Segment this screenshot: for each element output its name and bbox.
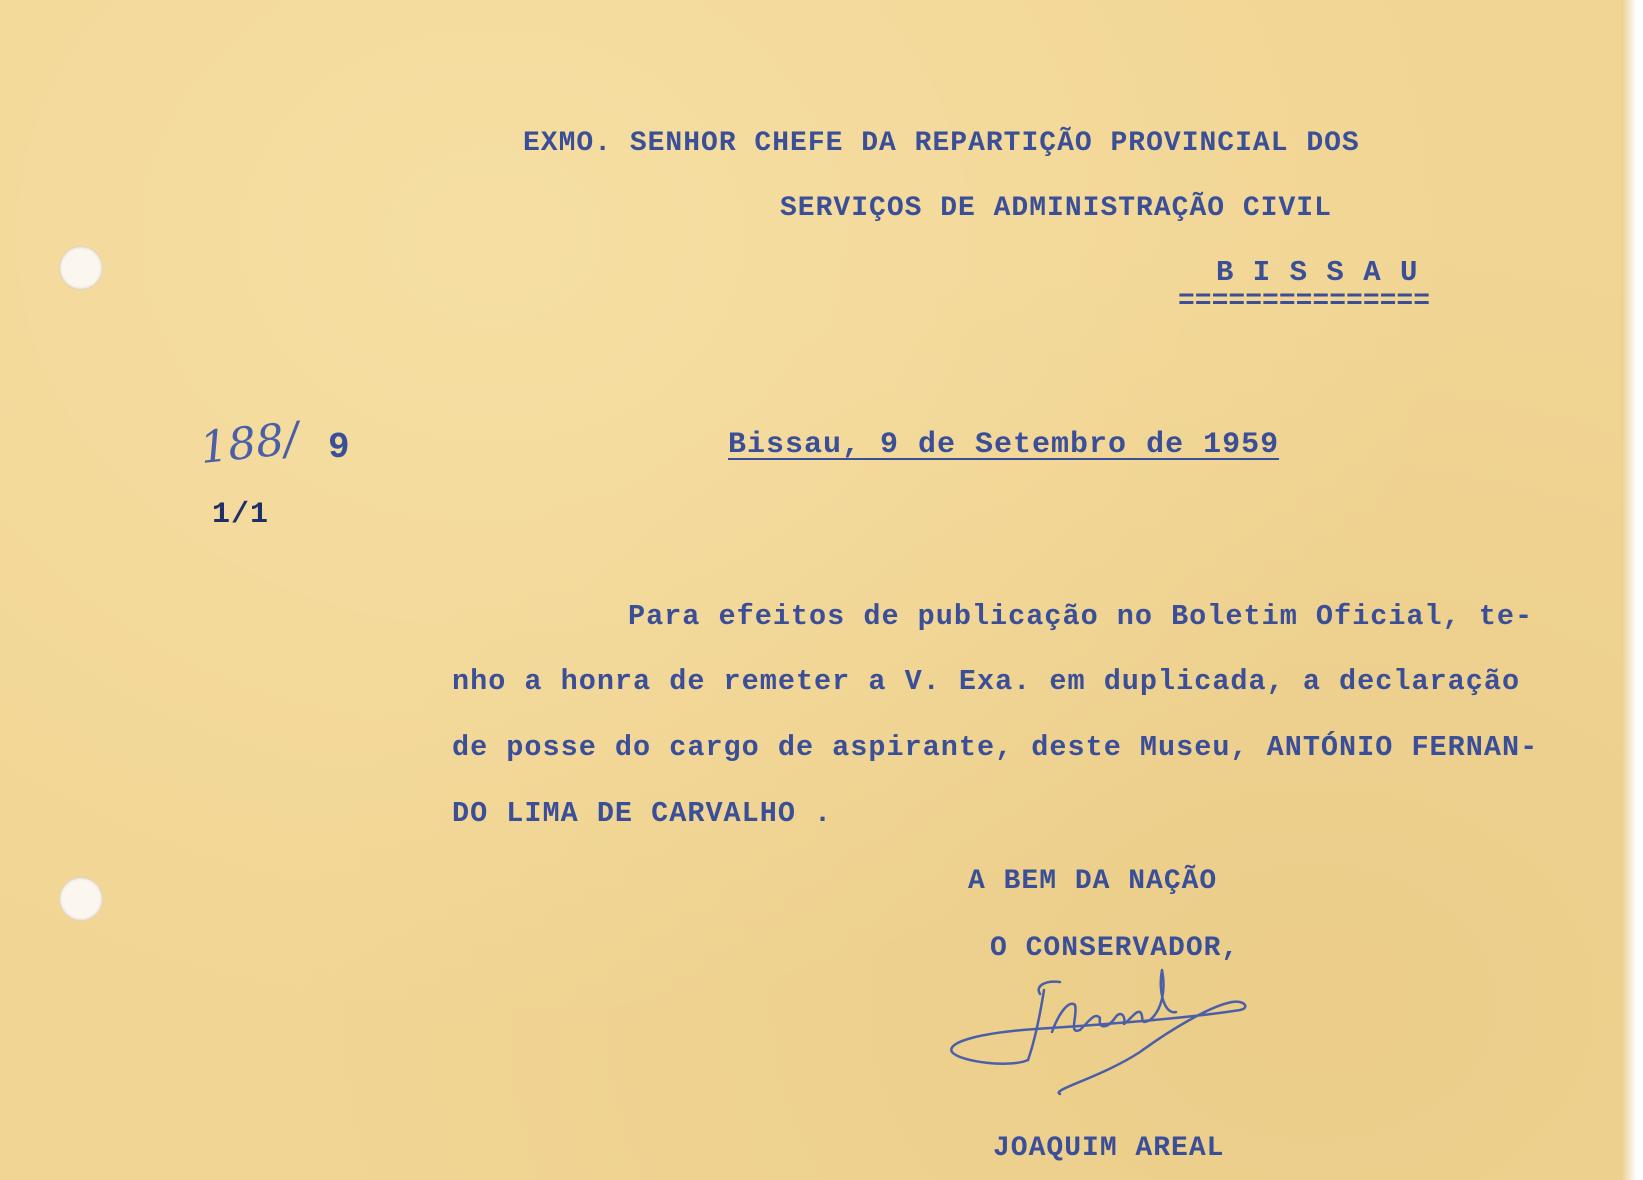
punch-hole-bottom [59, 877, 103, 921]
punch-hole-top [59, 246, 103, 290]
handwritten-reference-number: 188/ [197, 412, 302, 475]
body-line-4: DO LIMA DE CARVALHO . [452, 797, 833, 830]
body-line-3: de posse do cargo de aspirante, deste Museu, ANTÓNIO FERNAN- [452, 731, 1539, 764]
body-line-2: nho a honra de remeter a V. Exa. em duplicada, a declaração [452, 665, 1521, 698]
addressee-line-1: EXMO. SENHOR CHEFE DA REPARTIÇÃO PROVINCIAL DOS [523, 128, 1360, 159]
date-line: Bissau, 9 de Setembro de 1959 [728, 428, 1280, 462]
signatory-title: O CONSERVADOR, [990, 933, 1240, 964]
signatory-name: JOAQUIM AREAL [993, 1133, 1225, 1164]
paper-edge [1621, 0, 1643, 1180]
signature-mark [940, 960, 1260, 1110]
closing-salutation: A BEM DA NAÇÃO [968, 866, 1218, 897]
city-double-rule: =============== [1178, 286, 1431, 317]
body-line-1: Para efeitos de publicação no Boletim Oficial, te- [628, 600, 1534, 633]
addressee-city: B I S S A U [1216, 256, 1419, 289]
sheet-number: 1/1 [212, 498, 270, 532]
handwritten-reference-mark: 9 [328, 427, 351, 468]
addressee-line-2: SERVIÇOS DE ADMINISTRAÇÃO CIVIL [780, 193, 1332, 224]
